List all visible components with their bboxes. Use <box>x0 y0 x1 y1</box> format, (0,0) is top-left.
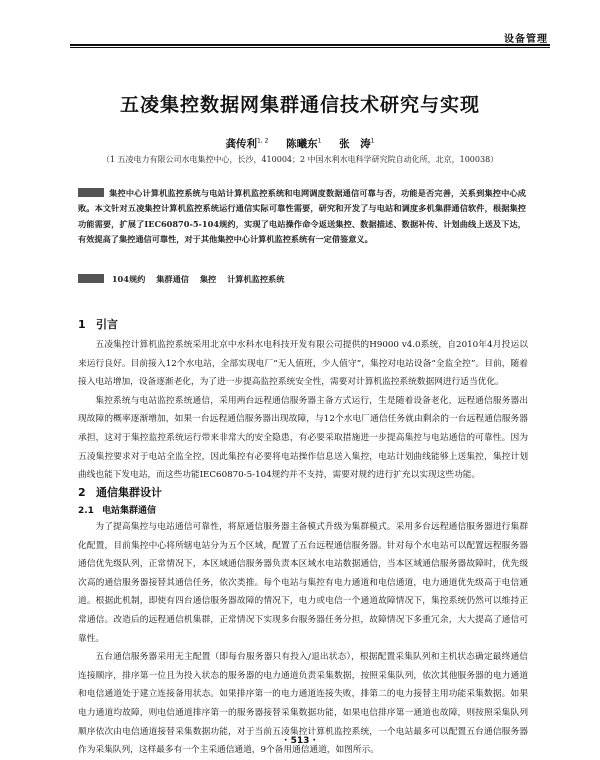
subsection-heading <box>78 503 156 516</box>
keyword: 计算机监控系统 <box>227 274 285 284</box>
author-list <box>0 136 600 151</box>
paper-title: 五凌集控数据网集群通信技术研究与实现 <box>119 94 480 116</box>
keyword: 集群通信 <box>156 274 189 284</box>
section-number: 2 <box>78 486 86 499</box>
section-title: 引言 <box>96 318 118 331</box>
page-number: · 513 · <box>284 736 316 746</box>
author-affil-mark: 1 <box>317 137 322 145</box>
paragraph: 为了提高集控与电站通信可靠性，将原通信服务器主备模式升级为集群模式。采用多台远程通信服务器进行集群化配置，目前集控中心将所辖电站分为五个区域，配置了五台远程通信服务器。针对每个水电站可以配置远程服务器通信优先级队列，正常情况下，本区域通信服务器负责本区域水电站数据通信，当本区域通信服务器故障时，优先级次高的通信服务器接替其通信任务，依次类推。每个电站与集控有电力通道和电信通道，电力通道优先级高于电信通道。根据此机制，即使有四台通信服务器故障的情况下，电力或电信一个通道故障情况下，集控系统仍然可以维持正常通信。改造后的远程通信机集群，正常情况下实现多台服务器任务分担，故障情况下多重冗余，大大提高了通信可靠性。 <box>78 522 528 644</box>
header-rule <box>70 44 550 46</box>
paragraph: 五凌集控计算机监控系统采用北京中水科水电科技开发有限公司提供的H9000 v4.0系统，自2010年4月投运以来运行良好。目前接入12个水电站，全部实现电厂“无人值班，少人值守”，集控对电站设备“全监全控”。目前，随着接入电站增加，设备逐渐老化，为了进一步提高监控系统安全性，需要对计算机监控系统数据网进行适当优化。 <box>78 340 528 388</box>
section-title: 通信集群设计 <box>96 486 162 499</box>
abstract-text: 集控中心计算机监控系统与电站计算机监控系统和电网调度数据通信可靠与否，功能是否完善，关系到集控中心成败。本文针对五凌集控计算机监控系统运行通信实际可靠性需要，研究和开发了与电站和调度多机集群通信软件，根据集控功能需要，扩展了IEC60870-5-104规约，实现了电站操作命令返送集控、数据描述、数据补传、计划曲线上送及下达，有效提高了集控通信可靠性，对于其他集控中心计算机监控系统有一定借鉴意义。 <box>78 188 526 245</box>
section-2-body <box>78 518 528 760</box>
abstract <box>78 186 526 248</box>
paragraph: 五台通信服务器采用无主配置（即每台服务器只有投入/退出状态），根据配置采集队列和主机状态确定最终通信连接顺序，排序第一位且为投入状态的服务器的电力通道负责采集数据，按照采集队列，依次其他服务器的电力通道和电信通道处于建立连接备用状态。如果排序第一的电力通道连接失败，排第二的电力接替主用功能采集数据。如果电力通道均故障，则电信通道排序第一的服务器接替采集数据功能，如果电信排序第一通道也故障，则按照采集队列顺序依次由电信通道接替采集数据功能，对于当前五凌集控计算机监控系统，一个电站最多可以配置五台通信服务器作为采集队列，这样最多有一个主采通信通道，9个备用通信通道，如图所示。 <box>78 652 528 756</box>
author-name: 陈曦东 <box>286 138 318 150</box>
author-affil-mark: 1 <box>370 137 375 145</box>
keywords <box>78 274 526 285</box>
author-affil-mark: 1, 2 <box>257 137 269 145</box>
section-number: 1 <box>78 318 86 331</box>
subsection-number: 2.1 <box>78 506 94 516</box>
keyword: 104规约 <box>111 274 146 284</box>
keyword: 集控 <box>199 274 217 284</box>
section-1-body <box>78 336 528 485</box>
subsection-title: 电站集群通信 <box>102 506 157 516</box>
header-rule-thin <box>70 47 550 48</box>
running-header: 设备管理 <box>504 34 548 45</box>
author-name: 龚传利 <box>225 138 258 150</box>
author-name: 张 涛 <box>339 138 371 150</box>
abstract-label-mark <box>78 188 104 197</box>
keywords-label-mark <box>78 274 104 283</box>
section-heading <box>78 316 118 332</box>
section-heading <box>78 484 162 500</box>
paragraph: 集控系统与电站监控系统通信，采用两台远程通信服务器主备方式运行，生是随着设备老化，远程通信服务器出现故障的概率逐渐增加，如果一台远程通信服务器出现故障，与12个水电厂通信任务就由剩余的一台远程通信服务器承担，这对于集控监控系统运行带来非常大的安全隐患，有必要采取措施进一步提高集控与电站通信的可靠性。因为五凌集控要求对于电站全监全控，因此集控有必要将电站操作信息送入集控，电站计划曲线能够上送集控，集控计划曲线也能下发电站，而这些功能IEC60870-5-104规约并不支持，需要对规约进行扩充以实现这些功能。 <box>78 395 528 481</box>
affiliation: （1 五凌电力有限公司水电集控中心，长沙，410004；2 中国水利水电科学研究院自动化所，北京，100038） <box>101 155 499 164</box>
